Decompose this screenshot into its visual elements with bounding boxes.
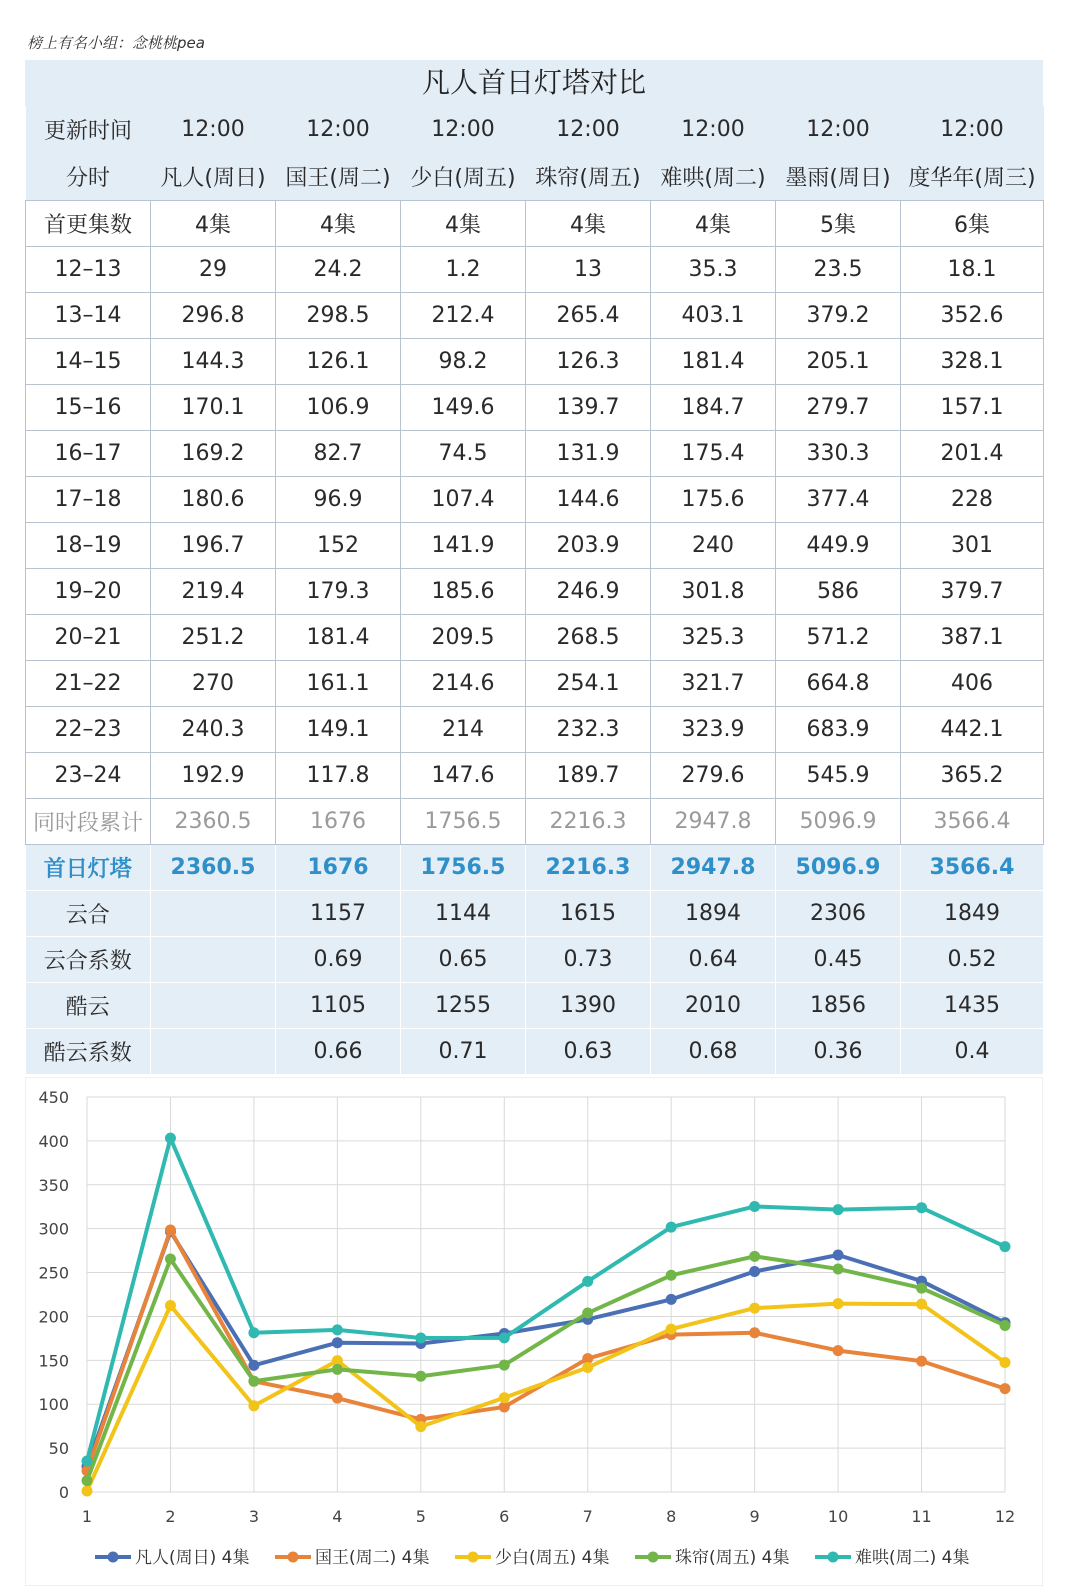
x-tick-label: 6 bbox=[499, 1507, 510, 1526]
cell: 325.3 bbox=[651, 615, 776, 661]
cell: 12:00 bbox=[556, 117, 620, 142]
cell: 106.9 bbox=[276, 385, 401, 431]
cell: 4集 bbox=[151, 201, 276, 247]
cell: 279.7 bbox=[776, 385, 901, 431]
cell: 3566.4 bbox=[901, 845, 1044, 891]
line-chart bbox=[25, 1077, 1043, 1586]
x-tick-label: 7 bbox=[582, 1507, 593, 1526]
cell: 少白(周五) bbox=[410, 166, 516, 191]
row-label: 13–14 bbox=[26, 293, 151, 339]
cell: 难哄(周二) bbox=[660, 166, 766, 191]
y-tick-label: 350 bbox=[38, 1175, 69, 1195]
cell: 1144 bbox=[401, 891, 526, 937]
cell: 406 bbox=[901, 661, 1044, 707]
data-point bbox=[916, 1356, 927, 1367]
cell: 1756.5 bbox=[401, 799, 526, 845]
cell: 0.63 bbox=[526, 1029, 651, 1075]
kuyun-ratio-row bbox=[26, 1029, 1044, 1075]
cell: 1894 bbox=[651, 891, 776, 937]
data-point bbox=[916, 1202, 927, 1213]
cell: 196.7 bbox=[151, 523, 276, 569]
row-label: 18–19 bbox=[26, 523, 151, 569]
row-label: 21–22 bbox=[26, 661, 151, 707]
hour-row bbox=[26, 661, 1044, 707]
cell: 232.3 bbox=[526, 707, 651, 753]
cell: 301 bbox=[901, 523, 1044, 569]
cell: 0.66 bbox=[276, 1029, 401, 1075]
cell: 246.9 bbox=[526, 569, 651, 615]
data-point bbox=[916, 1299, 927, 1310]
cell: 1676 bbox=[276, 799, 401, 845]
cell: 149.6 bbox=[401, 385, 526, 431]
page-title: 凡人首日灯塔对比 bbox=[25, 60, 1043, 106]
cell: 126.3 bbox=[526, 339, 651, 385]
data-point bbox=[415, 1371, 426, 1382]
data-point bbox=[82, 1475, 93, 1486]
cell: 147.6 bbox=[401, 753, 526, 799]
cell: 96.9 bbox=[276, 477, 401, 523]
row-label: 首日灯塔 bbox=[26, 845, 151, 891]
row-label: 酷云 bbox=[26, 983, 151, 1029]
legend-label: 难哄(周二) 4集 bbox=[855, 1548, 970, 1568]
row-label: 19–20 bbox=[26, 569, 151, 615]
data-point bbox=[332, 1364, 343, 1375]
cell: 442.1 bbox=[901, 707, 1044, 753]
row-label: 分时 bbox=[65, 166, 110, 191]
cell: 12:00 bbox=[181, 117, 245, 142]
comparison-table bbox=[25, 106, 1044, 1075]
cell: 1.2 bbox=[401, 247, 526, 293]
x-tick-label: 9 bbox=[749, 1507, 760, 1526]
cell: 323.9 bbox=[651, 707, 776, 753]
cell: 117.8 bbox=[276, 753, 401, 799]
data-point bbox=[1000, 1383, 1011, 1394]
x-tick-label: 12 bbox=[994, 1507, 1016, 1526]
cell: 0.4 bbox=[901, 1029, 1044, 1075]
cell bbox=[151, 891, 276, 937]
cell: 664.8 bbox=[776, 661, 901, 707]
cell: 683.9 bbox=[776, 707, 901, 753]
cell: 254.1 bbox=[526, 661, 651, 707]
cell: 1255 bbox=[401, 983, 526, 1029]
cell: 379.2 bbox=[776, 293, 901, 339]
legend-marker bbox=[648, 1552, 659, 1563]
row-label: 同时段累计 bbox=[26, 799, 151, 845]
show-name-row bbox=[26, 153, 1044, 201]
data-point bbox=[499, 1392, 510, 1403]
legend-label: 珠帘(周五) 4集 bbox=[675, 1548, 790, 1568]
data-point bbox=[833, 1204, 844, 1215]
cell: 379.7 bbox=[901, 569, 1044, 615]
cell: 189.7 bbox=[526, 753, 651, 799]
cell: 209.5 bbox=[401, 615, 526, 661]
row-label: 首更集数 bbox=[26, 201, 151, 247]
cell: 2306 bbox=[776, 891, 901, 937]
data-point bbox=[165, 1300, 176, 1311]
cell: 18.1 bbox=[901, 247, 1044, 293]
cell: 1390 bbox=[526, 983, 651, 1029]
y-tick-label: 450 bbox=[38, 1088, 69, 1107]
update-time-row bbox=[26, 106, 1044, 153]
data-point bbox=[82, 1485, 93, 1496]
data-point bbox=[165, 1133, 176, 1144]
row-label: 16–17 bbox=[26, 431, 151, 477]
data-point bbox=[82, 1456, 93, 1467]
row-label: 17–18 bbox=[26, 477, 151, 523]
y-tick-label: 0 bbox=[58, 1483, 69, 1502]
cell: 0.65 bbox=[401, 937, 526, 983]
cell: 3566.4 bbox=[901, 799, 1044, 845]
cell: 24.2 bbox=[276, 247, 401, 293]
data-point bbox=[582, 1362, 593, 1373]
cell: 185.6 bbox=[401, 569, 526, 615]
cell: 1856 bbox=[776, 983, 901, 1029]
cell: 298.5 bbox=[276, 293, 401, 339]
data-point bbox=[749, 1266, 760, 1277]
cell: 5集 bbox=[776, 201, 901, 247]
credit-caption: 榜上有名小组：念桃桃pea bbox=[27, 34, 205, 52]
cell: 0.73 bbox=[526, 937, 651, 983]
data-point bbox=[248, 1400, 259, 1411]
data-point bbox=[499, 1332, 510, 1343]
lighthouse-row bbox=[26, 845, 1044, 891]
cell: 珠帘(周五) bbox=[535, 166, 641, 191]
hour-row bbox=[26, 707, 1044, 753]
data-point bbox=[248, 1327, 259, 1338]
cell: 270 bbox=[151, 661, 276, 707]
cell: 12:00 bbox=[940, 117, 1004, 142]
data-point bbox=[749, 1201, 760, 1212]
row-label: 云合系数 bbox=[26, 937, 151, 983]
yunhe-ratio-row bbox=[26, 937, 1044, 983]
cell: 328.1 bbox=[901, 339, 1044, 385]
hour-row bbox=[26, 431, 1044, 477]
cell: 2216.3 bbox=[526, 845, 651, 891]
cell: 2360.5 bbox=[151, 845, 276, 891]
cell: 1849 bbox=[901, 891, 1044, 937]
cell: 240.3 bbox=[151, 707, 276, 753]
x-tick-label: 2 bbox=[165, 1507, 176, 1526]
row-label: 14–15 bbox=[26, 339, 151, 385]
cell: 29 bbox=[151, 247, 276, 293]
x-tick-label: 10 bbox=[827, 1507, 849, 1526]
cell: 1435 bbox=[901, 983, 1044, 1029]
cell: 251.2 bbox=[151, 615, 276, 661]
x-tick-label: 4 bbox=[332, 1507, 343, 1526]
row-label: 23–24 bbox=[26, 753, 151, 799]
cell: 170.1 bbox=[151, 385, 276, 431]
data-point bbox=[666, 1294, 677, 1305]
x-tick-label: 5 bbox=[415, 1507, 426, 1526]
cell: 0.71 bbox=[401, 1029, 526, 1075]
cell: 203.9 bbox=[526, 523, 651, 569]
legend-marker bbox=[108, 1552, 119, 1563]
hour-row bbox=[26, 247, 1044, 293]
cell: 184.7 bbox=[651, 385, 776, 431]
data-point bbox=[582, 1308, 593, 1319]
cell: 179.3 bbox=[276, 569, 401, 615]
cell: 268.5 bbox=[526, 615, 651, 661]
y-tick-label: 100 bbox=[38, 1395, 69, 1415]
cell: 139.7 bbox=[526, 385, 651, 431]
y-tick-label: 200 bbox=[38, 1307, 69, 1327]
cell: 126.1 bbox=[276, 339, 401, 385]
cell: 296.8 bbox=[151, 293, 276, 339]
legend-label: 少白(周五) 4集 bbox=[495, 1548, 610, 1568]
data-point bbox=[666, 1222, 677, 1233]
cell: 205.1 bbox=[776, 339, 901, 385]
cell: 181.4 bbox=[276, 615, 401, 661]
cell: 12:00 bbox=[306, 117, 370, 142]
cell: 0.52 bbox=[901, 937, 1044, 983]
row-label: 15–16 bbox=[26, 385, 151, 431]
cell: 180.6 bbox=[151, 477, 276, 523]
cell: 13 bbox=[526, 247, 651, 293]
cell: 0.36 bbox=[776, 1029, 901, 1075]
cell: 449.9 bbox=[776, 523, 901, 569]
cell: 144.3 bbox=[151, 339, 276, 385]
hour-row bbox=[26, 615, 1044, 661]
data-point bbox=[833, 1263, 844, 1274]
data-point bbox=[749, 1303, 760, 1314]
cell: 352.6 bbox=[901, 293, 1044, 339]
data-point bbox=[833, 1298, 844, 1309]
cell: 1105 bbox=[276, 983, 401, 1029]
data-point bbox=[666, 1270, 677, 1281]
legend-label: 国王(周二) 4集 bbox=[315, 1548, 430, 1568]
cell: 凡人(周日) bbox=[160, 166, 266, 191]
data-point bbox=[499, 1360, 510, 1371]
cell: 219.4 bbox=[151, 569, 276, 615]
data-point bbox=[833, 1345, 844, 1356]
cell: 0.64 bbox=[651, 937, 776, 983]
row-label: 更新时间 bbox=[43, 119, 132, 144]
data-point bbox=[1000, 1241, 1011, 1252]
cell: 175.4 bbox=[651, 431, 776, 477]
cell: 4集 bbox=[651, 201, 776, 247]
cell: 82.7 bbox=[276, 431, 401, 477]
row-label: 酷云系数 bbox=[26, 1029, 151, 1075]
hour-row bbox=[26, 753, 1044, 799]
cell: 365.2 bbox=[901, 753, 1044, 799]
cell: 1157 bbox=[276, 891, 401, 937]
cell: 265.4 bbox=[526, 293, 651, 339]
row-label: 22–23 bbox=[26, 707, 151, 753]
data-point bbox=[1000, 1357, 1011, 1368]
hour-row bbox=[26, 339, 1044, 385]
cell: 321.7 bbox=[651, 661, 776, 707]
cell: 度华年(周三) bbox=[908, 166, 1036, 191]
data-point bbox=[666, 1324, 677, 1335]
hour-row bbox=[26, 477, 1044, 523]
cell: 214 bbox=[401, 707, 526, 753]
cell: 墨雨(周日) bbox=[785, 166, 891, 191]
y-tick-label: 50 bbox=[48, 1439, 69, 1459]
cumulative-row bbox=[26, 799, 1044, 845]
x-tick-label: 1 bbox=[81, 1507, 93, 1526]
y-tick-label: 400 bbox=[38, 1131, 69, 1151]
cell: 403.1 bbox=[651, 293, 776, 339]
data-point bbox=[833, 1250, 844, 1261]
data-point bbox=[916, 1283, 927, 1294]
data-point bbox=[332, 1393, 343, 1404]
cell: 0.45 bbox=[776, 937, 901, 983]
x-tick-label: 11 bbox=[911, 1507, 932, 1526]
cell: 2216.3 bbox=[526, 799, 651, 845]
cell: 0.68 bbox=[651, 1029, 776, 1075]
cell: 144.6 bbox=[526, 477, 651, 523]
cell: 5096.9 bbox=[776, 799, 901, 845]
legend-marker bbox=[828, 1552, 839, 1563]
yunhe-row bbox=[26, 891, 1044, 937]
cell: 387.1 bbox=[901, 615, 1044, 661]
y-tick-label: 150 bbox=[38, 1351, 69, 1371]
cell: 2947.8 bbox=[651, 845, 776, 891]
episodes-row bbox=[26, 201, 1044, 247]
data-point bbox=[248, 1360, 259, 1371]
cell: 4集 bbox=[276, 201, 401, 247]
x-tick-label: 8 bbox=[666, 1507, 677, 1526]
hour-row bbox=[26, 569, 1044, 615]
cell: 228 bbox=[901, 477, 1044, 523]
cell: 2360.5 bbox=[151, 799, 276, 845]
cell: 301.8 bbox=[651, 569, 776, 615]
cell: 214.6 bbox=[401, 661, 526, 707]
cell: 1615 bbox=[526, 891, 651, 937]
cell: 240 bbox=[651, 523, 776, 569]
cell: 149.1 bbox=[276, 707, 401, 753]
cell: 12:00 bbox=[431, 117, 495, 142]
cell: 107.4 bbox=[401, 477, 526, 523]
cell bbox=[151, 1029, 276, 1075]
cell: 国王(周二) bbox=[285, 166, 391, 191]
y-tick-label: 300 bbox=[38, 1219, 69, 1239]
row-label: 12–13 bbox=[26, 247, 151, 293]
cell: 152 bbox=[276, 523, 401, 569]
data-point bbox=[1000, 1320, 1011, 1331]
cell bbox=[151, 937, 276, 983]
data-point bbox=[165, 1224, 176, 1235]
cell: 5096.9 bbox=[776, 845, 901, 891]
cell: 161.1 bbox=[276, 661, 401, 707]
cell: 201.4 bbox=[901, 431, 1044, 477]
cell: 35.3 bbox=[651, 247, 776, 293]
data-point bbox=[165, 1254, 176, 1265]
cell: 279.6 bbox=[651, 753, 776, 799]
cell: 175.6 bbox=[651, 477, 776, 523]
cell: 157.1 bbox=[901, 385, 1044, 431]
cell bbox=[151, 983, 276, 1029]
legend-marker bbox=[288, 1552, 299, 1563]
cell: 23.5 bbox=[776, 247, 901, 293]
cell: 12:00 bbox=[806, 117, 870, 142]
cell: 0.69 bbox=[276, 937, 401, 983]
cell: 98.2 bbox=[401, 339, 526, 385]
legend-label: 凡人(周日) 4集 bbox=[135, 1548, 250, 1568]
cell: 377.4 bbox=[776, 477, 901, 523]
cell: 6集 bbox=[901, 201, 1044, 247]
cell: 571.2 bbox=[776, 615, 901, 661]
hour-row bbox=[26, 523, 1044, 569]
y-tick-label: 250 bbox=[38, 1263, 69, 1283]
row-label: 云合 bbox=[26, 891, 151, 937]
x-tick-label: 3 bbox=[248, 1507, 260, 1526]
data-point bbox=[415, 1421, 426, 1432]
data-point bbox=[749, 1251, 760, 1262]
cell: 181.4 bbox=[651, 339, 776, 385]
hour-row bbox=[26, 293, 1044, 339]
row-label: 20–21 bbox=[26, 615, 151, 661]
data-point bbox=[582, 1276, 593, 1287]
cell: 74.5 bbox=[401, 431, 526, 477]
legend-marker bbox=[468, 1552, 479, 1563]
data-point bbox=[332, 1324, 343, 1335]
kuyun-row bbox=[26, 983, 1044, 1029]
cell: 2947.8 bbox=[651, 799, 776, 845]
cell: 330.3 bbox=[776, 431, 901, 477]
cell: 4集 bbox=[401, 201, 526, 247]
cell: 212.4 bbox=[401, 293, 526, 339]
data-point bbox=[332, 1337, 343, 1348]
cell: 141.9 bbox=[401, 523, 526, 569]
cell: 545.9 bbox=[776, 753, 901, 799]
data-point bbox=[415, 1333, 426, 1344]
cell: 586 bbox=[776, 569, 901, 615]
cell: 4集 bbox=[526, 201, 651, 247]
cell: 1756.5 bbox=[401, 845, 526, 891]
hour-row bbox=[26, 385, 1044, 431]
cell: 131.9 bbox=[526, 431, 651, 477]
cell: 192.9 bbox=[151, 753, 276, 799]
data-point bbox=[248, 1376, 259, 1387]
cell: 1676 bbox=[276, 845, 401, 891]
cell: 12:00 bbox=[681, 117, 745, 142]
data-point bbox=[749, 1327, 760, 1338]
cell: 169.2 bbox=[151, 431, 276, 477]
cell: 2010 bbox=[651, 983, 776, 1029]
